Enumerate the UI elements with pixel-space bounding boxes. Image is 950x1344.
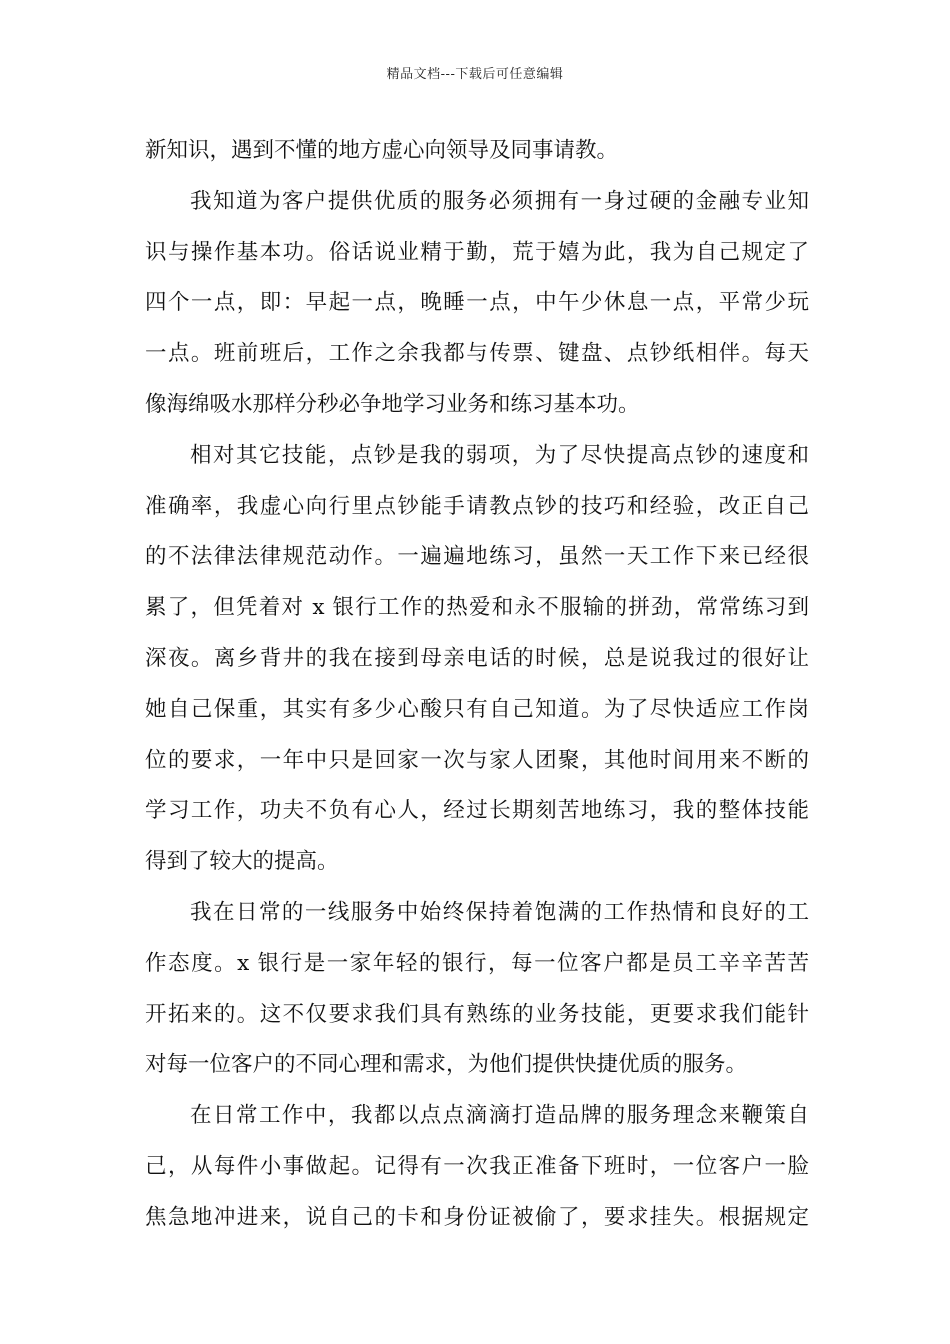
text-line: 在日常工作中，我都以点点滴滴打造品牌的服务理念来鞭策自 [190,1103,809,1129]
text-line: 焦急地冲进来，说自己的卡和身份证被偷了，要求挂失。根据规定 [145,1204,809,1230]
text-line: 四个一点，即：早起一点，晚睡一点，中午少休息一点，平常少玩 [145,290,809,316]
text-line: 她自己保重，其实有多少心酸只有自己知道。为了尽快适应工作岗 [145,696,809,722]
text-line: 得到了较大的提高。 [145,849,339,875]
text-line: 学习工作，功夫不负有心人，经过长期刻苦地练习，我的整体技能 [145,798,809,824]
text-line: 对每一位客户的不同心理和需求，为他们提供快捷优质的服务。 [145,1052,748,1078]
text-line: 一点。班前班后，工作之余我都与传票、键盘、点钞纸相伴。每天 [145,341,809,367]
text-line: 位的要求，一年中只是回家一次与家人团聚，其他时间用来不断的 [145,747,809,773]
text-line: 开拓来的。这不仅要求我们具有熟练的业务技能，更要求我们能针 [145,1001,809,1027]
text-line: 我知道为客户提供优质的服务必须拥有一身过硬的金融专业知 [190,188,809,214]
text-line: 深夜。离乡背井的我在接到母亲电话的时候，总是说我过的很好让 [145,645,809,671]
text-line: 像海绵吸水那样分秒必争地学习业务和练习基本功。 [145,391,640,417]
text-line: 己，从每件小事做起。记得有一次我正准备下班时，一位客户一脸 [145,1153,809,1179]
text-line: 累了，但凭着对 x 银行工作的热爱和永不服输的拼劲，常常练习到 [145,595,809,621]
text-line: 识与操作基本功。俗话说业精于勤，荒于嬉为此，我为自己规定了 [145,239,809,265]
text-line: 作态度。x 银行是一家年轻的银行，每一位客户都是员工辛辛苦苦 [145,950,809,976]
text-line: 我在日常的一线服务中始终保持着饱满的工作热情和良好的工 [190,899,809,925]
text-line: 新知识，遇到不懂的地方虚心向领导及同事请教。 [145,138,619,163]
text-line: 准确率，我虚心向行里点钞能手请教点钞的技巧和经验，改正自己 [145,493,809,519]
document-body [145,130,809,1248]
text-line: 相对其它技能，点钞是我的弱项，为了尽快提高点钞的速度和 [190,442,809,468]
page-header: 精品文档---下载后可任意编辑 [386,67,564,82]
text-line: 的不法律法律规范动作。一遍遍地练习，虽然一天工作下来已经很 [145,544,809,570]
